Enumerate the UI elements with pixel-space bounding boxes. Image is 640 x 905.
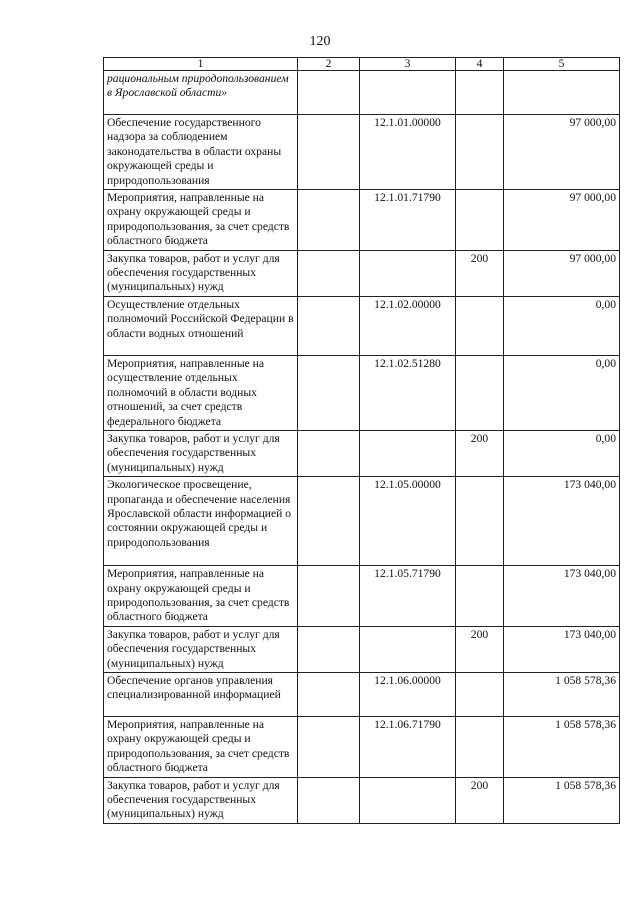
row-type-cell: 200	[456, 430, 504, 476]
row-amount-cell: 1 058 578,36	[504, 716, 620, 777]
table-row	[104, 626, 620, 672]
row-amount-cell: 0,00	[504, 355, 620, 430]
table-row	[104, 566, 620, 627]
row-name-cell: Мероприятия, направленные на осуществление отдельных полномочий в области водных отношений, за счет средств федерального бюджета	[104, 355, 298, 430]
row-type-cell	[456, 566, 504, 627]
table-row	[104, 777, 620, 823]
row-code-cell: 12.1.05.00000	[360, 477, 456, 566]
row-code-cell: 12.1.05.71790	[360, 566, 456, 627]
row-code-cell: 12.1.06.00000	[360, 672, 456, 716]
row-col2-cell	[298, 250, 360, 296]
row-name-cell: Мероприятия, направленные на охрану окружающей среды и природопользования, за счет средств областного бюджета	[104, 566, 298, 627]
row-col2-cell	[298, 430, 360, 476]
row-col2-cell	[298, 355, 360, 430]
row-name-cell: рациональным природопользованием в Ярославской области»	[104, 71, 298, 115]
row-col2-cell	[298, 296, 360, 355]
row-col2-cell	[298, 477, 360, 566]
row-code-cell: 12.1.02.51280	[360, 355, 456, 430]
row-type-cell	[456, 672, 504, 716]
row-col2-cell	[298, 672, 360, 716]
row-type-cell	[456, 296, 504, 355]
row-code-cell	[360, 250, 456, 296]
table-body	[104, 71, 620, 824]
row-name-cell: Закупка товаров, работ и услуг для обеспечения государственных (муниципальных) нужд	[104, 777, 298, 823]
table-row	[104, 115, 620, 190]
row-type-cell	[456, 115, 504, 190]
row-col2-cell	[298, 115, 360, 190]
row-col2-cell	[298, 190, 360, 251]
table-row	[104, 296, 620, 355]
row-type-cell: 200	[456, 250, 504, 296]
row-code-cell: 12.1.01.00000	[360, 115, 456, 190]
column-header: 3	[360, 58, 456, 71]
row-code-cell	[360, 71, 456, 115]
column-header: 1	[104, 58, 298, 71]
row-amount-cell: 97 000,00	[504, 250, 620, 296]
row-amount-cell: 1 058 578,36	[504, 672, 620, 716]
table-row	[104, 190, 620, 251]
table-row	[104, 477, 620, 566]
row-name-cell: Экологическое просвещение, пропаганда и обеспечение населения Ярославской области информацией о состоянии окружающей среды и природопользования	[104, 477, 298, 566]
row-type-cell	[456, 355, 504, 430]
row-name-cell: Закупка товаров, работ и услуг для обеспечения государственных (муниципальных) нужд	[104, 250, 298, 296]
row-col2-cell	[298, 626, 360, 672]
row-name-cell: Закупка товаров, работ и услуг для обеспечения государственных (муниципальных) нужд	[104, 626, 298, 672]
row-amount-cell: 0,00	[504, 430, 620, 476]
table-row	[104, 355, 620, 430]
row-amount-cell: 173 040,00	[504, 566, 620, 627]
row-col2-cell	[298, 716, 360, 777]
row-code-cell: 12.1.06.71790	[360, 716, 456, 777]
row-amount-cell	[504, 71, 620, 115]
row-name-cell: Обеспечение государственного надзора за соблюдением законодательства в области охраны окружающей среды и природопользования	[104, 115, 298, 190]
row-type-cell	[456, 716, 504, 777]
row-type-cell: 200	[456, 626, 504, 672]
row-code-cell: 12.1.01.71790	[360, 190, 456, 251]
column-header: 4	[456, 58, 504, 71]
row-col2-cell	[298, 71, 360, 115]
row-name-cell: Мероприятия, направленные на охрану окружающей среды и природопользования, за счет средств областного бюджета	[104, 190, 298, 251]
table-header-row	[104, 58, 620, 71]
row-name-cell: Закупка товаров, работ и услуг для обеспечения государственных (муниципальных) нужд	[104, 430, 298, 476]
row-type-cell	[456, 71, 504, 115]
row-type-cell	[456, 477, 504, 566]
row-type-cell: 200	[456, 777, 504, 823]
row-code-cell	[360, 430, 456, 476]
row-amount-cell: 0,00	[504, 296, 620, 355]
row-code-cell: 12.1.02.00000	[360, 296, 456, 355]
row-code-cell	[360, 777, 456, 823]
table-row	[104, 71, 620, 115]
page-number: 120	[309, 34, 331, 49]
row-amount-cell: 97 000,00	[504, 115, 620, 190]
row-name-cell: Обеспечение органов управления специализированной информацией	[104, 672, 298, 716]
budget-table	[103, 57, 620, 824]
row-code-cell	[360, 626, 456, 672]
row-amount-cell: 173 040,00	[504, 477, 620, 566]
column-header: 2	[298, 58, 360, 71]
row-col2-cell	[298, 777, 360, 823]
row-col2-cell	[298, 566, 360, 627]
table-row	[104, 672, 620, 716]
row-type-cell	[456, 190, 504, 251]
row-amount-cell: 97 000,00	[504, 190, 620, 251]
table-row	[104, 430, 620, 476]
column-header: 5	[504, 58, 620, 71]
row-amount-cell: 1 058 578,36	[504, 777, 620, 823]
row-name-cell: Осуществление отдельных полномочий Российской Федерации в области водных отношений	[104, 296, 298, 355]
row-amount-cell: 173 040,00	[504, 626, 620, 672]
row-name-cell: Мероприятия, направленные на охрану окружающей среды и природопользования, за счет средств областного бюджета	[104, 716, 298, 777]
table-row	[104, 716, 620, 777]
table-row	[104, 250, 620, 296]
